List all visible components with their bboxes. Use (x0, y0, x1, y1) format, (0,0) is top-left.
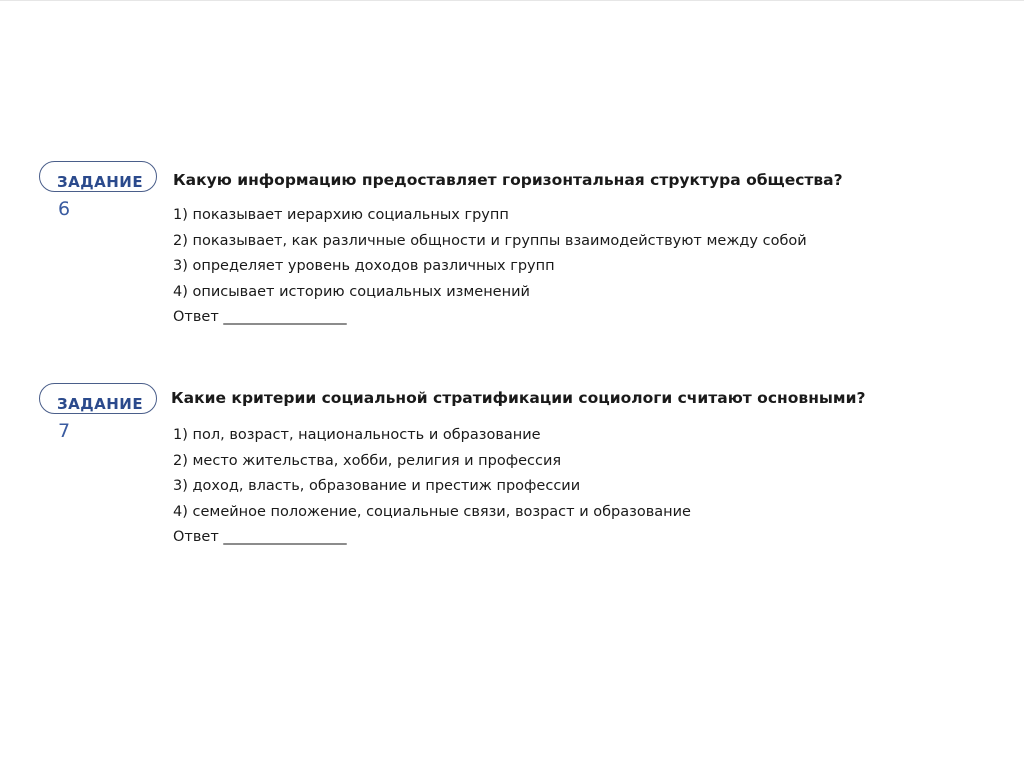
answer-line: Ответ _________________ (173, 529, 347, 545)
task-badge-label: ЗАДАНИЕ (57, 173, 144, 191)
task-badge-label: ЗАДАНИЕ (57, 395, 144, 413)
option-1: 1) показывает иерархию социальных групп (173, 207, 509, 223)
top-divider (0, 0, 1024, 1)
task-number: 6 (58, 198, 71, 220)
answer-options (173, 423, 691, 551)
option-3: 3) определяет уровень доходов различных групп (173, 258, 555, 274)
option-3: 3) доход, власть, образование и престиж профессии (173, 478, 581, 494)
option-2: 2) место жительства, хобби, религия и профессия (173, 452, 562, 469)
option-2: 2) показывает, как различные общности и группы взаимодействуют между собой (173, 232, 807, 249)
answer-options (173, 203, 807, 331)
option-1: 1) пол, возраст, национальность и образование (173, 427, 541, 443)
option-4: 4) семейное положение, социальные связи, возраст и образование (173, 503, 691, 520)
answer-line: Ответ _________________ (173, 309, 347, 325)
task-badge (39, 383, 157, 414)
question-text: Какую информацию предоставляет горизонтальная структура общества? (173, 171, 843, 189)
task-number: 7 (58, 420, 71, 442)
task-badge (39, 161, 157, 192)
question-text: Какие критерии социальной стратификации социологи считают основными? (171, 389, 866, 407)
option-4: 4) описывает историю социальных изменений (173, 283, 530, 300)
